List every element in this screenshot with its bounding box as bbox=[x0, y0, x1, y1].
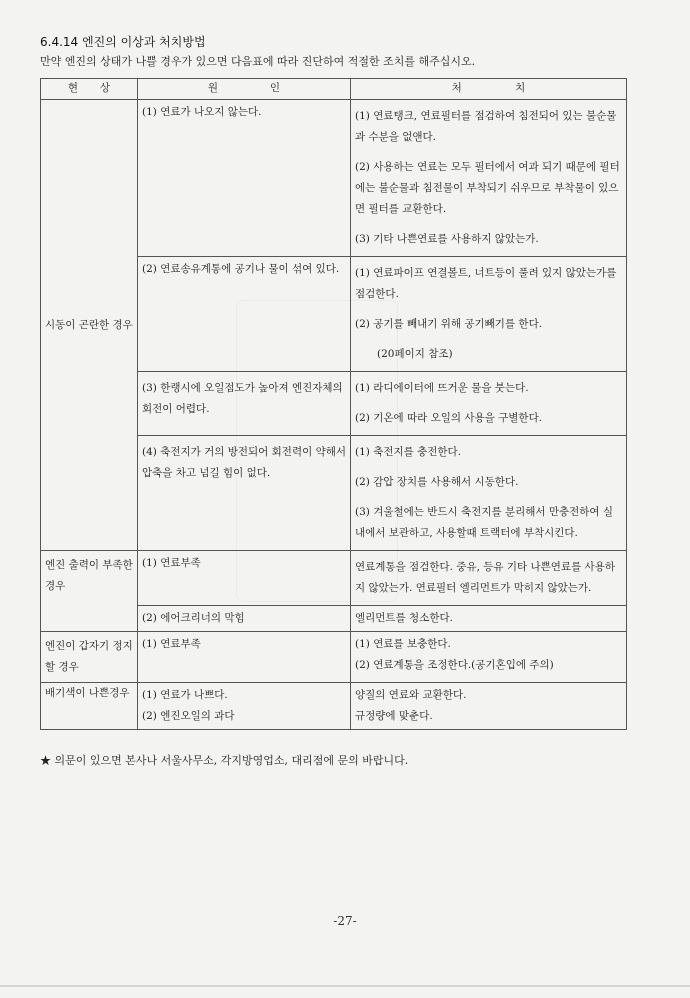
cause-cell bbox=[138, 372, 351, 436]
header-cause-char: 인 bbox=[269, 82, 281, 94]
remedy-item: (2) 연료계통을 조정한다.(공기혼입에 주의) bbox=[355, 659, 554, 672]
symptom-text: 엔진이 갑자기 정지할 경우 bbox=[45, 639, 133, 673]
remedy-cell bbox=[351, 551, 627, 606]
table-row bbox=[41, 631, 627, 682]
remedy-cell bbox=[351, 631, 627, 682]
table-row bbox=[41, 100, 627, 257]
remedy-item: (2) 사용하는 연료는 모두 필터에서 여과 되기 때문에 필터에는 불순물과 침전물이 부착되기 쉬우므로 부착물이 있으면 필터를 교환한다. bbox=[355, 161, 620, 215]
table-row bbox=[41, 551, 627, 606]
header-remedy-char: 치 bbox=[515, 82, 526, 94]
cause-item: (1) 연료가 나쁘다. bbox=[142, 688, 228, 701]
page-number: -27- bbox=[333, 914, 357, 928]
remedy-cell bbox=[351, 257, 627, 372]
remedy-item: (20페이지 참조) bbox=[377, 348, 453, 360]
remedy-cell bbox=[351, 436, 627, 551]
table-row bbox=[41, 682, 627, 729]
header-symptom-char: 상 bbox=[99, 82, 111, 94]
remedy-item: (2) 공기를 빼내기 위해 공기빼기를 한다. bbox=[355, 318, 543, 330]
cause-cell bbox=[138, 257, 351, 372]
cause-item: (1) 연료가 나오지 않는다. bbox=[142, 106, 262, 118]
remedy-cell bbox=[351, 606, 627, 632]
symptom-cell bbox=[41, 631, 138, 682]
remedy-item: (1) 연료탱크, 연료필터를 점검하여 침전되어 있는 불순물과 수분을 없앤다. bbox=[355, 110, 617, 143]
remedy-item: (1) 연료를 보충한다. bbox=[355, 637, 451, 650]
cause-item: (4) 축전지가 거의 방전되어 회전력이 약해서 압축을 차고 넘길 힘이 없다. bbox=[142, 446, 346, 479]
remedy-item: (1) 연료파이프 연결볼트, 너트등이 풀려 있지 않았는가를 점검한다. bbox=[355, 267, 617, 300]
cause-cell bbox=[138, 606, 351, 632]
intro-text: 만약 엔진의 상태가 나쁠 경우가 있으면 다음표에 따라 진단하여 적절한 조치를 해주십시오. bbox=[40, 55, 476, 68]
remedy-item: (2) 기온에 따라 오일의 사용을 구별한다. bbox=[355, 412, 543, 424]
remedy-item: 연료계통을 점검한다. 중유, 등유 기타 나쁜연료를 사용하지 않았는가. 연료필터 엘리먼트가 막히지 않았는가. bbox=[355, 561, 615, 594]
remedy-item: (3) 겨울철에는 반드시 축전지를 분리해서 만충전하여 실내에서 보관하고, 사용할때 트랙터에 부착시킨다. bbox=[355, 506, 614, 539]
header-remedy-char: 처 bbox=[451, 82, 462, 94]
cause-cell bbox=[138, 682, 351, 729]
section-heading: 6.4.14 엔진의 이상과 처치방법 bbox=[40, 35, 206, 49]
symptom-cell bbox=[41, 551, 138, 632]
cause-item: (1) 연료부족 bbox=[142, 557, 201, 569]
symptom-text: 엔진 출력이 부족한 경우 bbox=[45, 559, 133, 592]
header-cause-char: 원 bbox=[207, 82, 219, 94]
remedy-item: 엘리먼트를 청소한다. bbox=[355, 612, 453, 624]
symptom-text: 시동이 곤란한 경우 bbox=[45, 318, 133, 331]
remedy-cell bbox=[351, 682, 627, 729]
cause-item: (3) 한랭시에 오일점도가 높아져 엔진자체의 회전이 어렵다. bbox=[142, 382, 343, 415]
cause-item: (2) 연료송유계통에 공기나 물이 섞여 있다. bbox=[142, 263, 340, 275]
remedy-item: (2) 감압 장치를 사용해서 시동한다. bbox=[355, 476, 519, 488]
remedy-cell bbox=[351, 100, 627, 257]
symptom-text: 배기색이 나쁜경우 bbox=[45, 686, 130, 699]
cause-cell bbox=[138, 436, 351, 551]
cause-cell bbox=[138, 631, 351, 682]
remedy-item: (1) 라디에이터에 뜨거운 물을 붓는다. bbox=[355, 382, 529, 394]
remedy-item: (1) 축전지를 충전한다. bbox=[355, 446, 462, 458]
symptom-cell bbox=[41, 100, 138, 551]
bottom-divider bbox=[0, 985, 690, 987]
remedy-item: 규정량에 맞춘다. bbox=[355, 710, 433, 723]
symptom-cell bbox=[41, 682, 138, 729]
remedy-cell bbox=[351, 372, 627, 436]
remedy-item: (3) 기타 나쁜연료를 사용하지 않았는가. bbox=[355, 233, 539, 245]
header-cause bbox=[138, 79, 351, 100]
table-header-row bbox=[41, 79, 627, 100]
header-remedy bbox=[351, 79, 627, 100]
cause-item: (1) 연료부족 bbox=[142, 637, 201, 650]
cause-cell bbox=[138, 100, 351, 257]
troubleshooting-table bbox=[40, 78, 627, 730]
remedy-item: 양질의 연료와 교환한다. bbox=[355, 688, 467, 701]
inquiry-note: ★ 의문이 있으면 본사나 서울사무소, 각지방영업소, 대리점에 문의 바랍니다. bbox=[40, 754, 409, 767]
cause-cell bbox=[138, 551, 351, 606]
header-symptom bbox=[41, 79, 138, 100]
header-symptom-char: 현 bbox=[67, 82, 79, 94]
cause-item: (2) 에어크리너의 막힘 bbox=[142, 612, 245, 624]
cause-item: (2) 엔진오일의 과다 bbox=[142, 710, 235, 723]
